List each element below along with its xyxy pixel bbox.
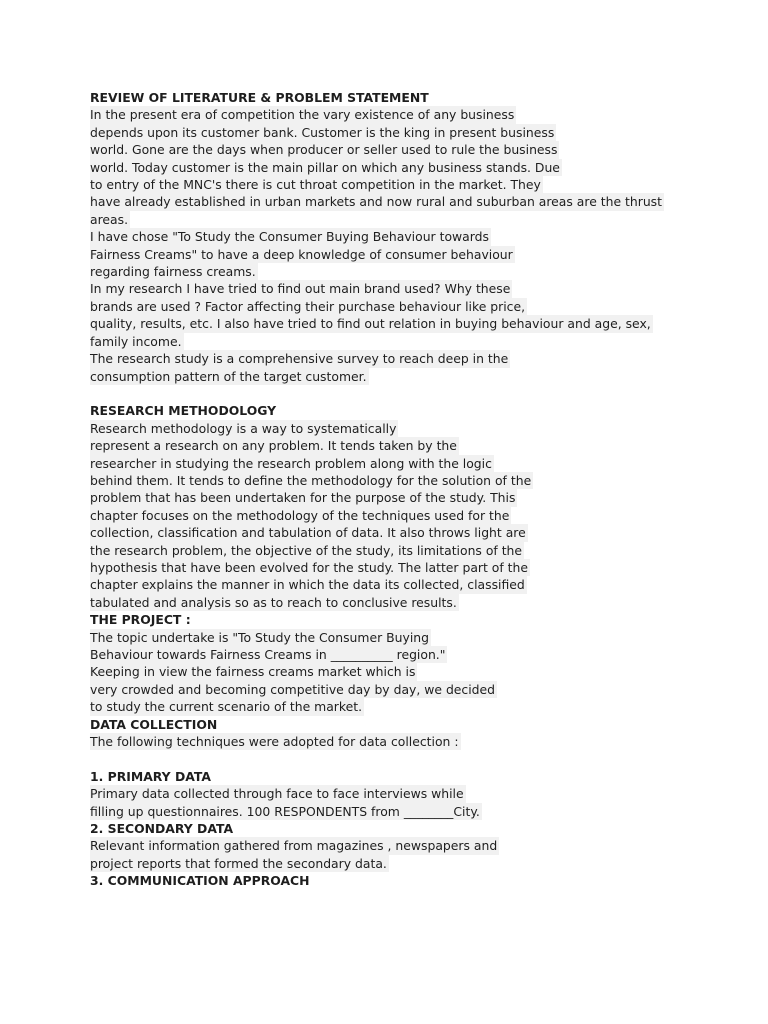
text-line: The following techniques were adopted for data collection : (90, 734, 459, 750)
text-line: very crowded and becoming competitive day by day, we decided (90, 681, 496, 697)
text-line: In my research I have tried to find out main brand used? Why these (90, 281, 511, 297)
text-line: Primary data collected through face to face interviews while (90, 786, 464, 802)
text-line: chapter explains the manner in which the data its collected, classified (90, 577, 525, 593)
text-line: collection, classification and tabulation of data. It also throws light are (90, 525, 526, 541)
text-line: project reports that formed the secondary data. (90, 855, 387, 871)
text-line: world. Today customer is the main pillar on which any business stands. Due (90, 159, 560, 175)
text-line: filling up questionnaires. 100 RESPONDENTS from ________City. (90, 803, 480, 819)
blank-line (90, 750, 690, 767)
text-line: Fairness Creams" to have a deep knowledge of consumer behaviour (90, 246, 513, 262)
text-line: depends upon its customer bank. Customer is the king in present business (90, 124, 555, 140)
text-line: The research study is a comprehensive survey to reach deep in the (90, 351, 509, 367)
text-line: family income. (90, 333, 182, 349)
text-line: have already established in urban markets and now rural and suburban areas are the thrust (90, 194, 663, 210)
text-line: the research problem, the objective of the study, its limitations of the (90, 542, 523, 558)
text-line: quality, results, etc. I also have tried to find out relation in buying behaviour and age, sex, (90, 316, 651, 332)
text-line: consumption pattern of the target customer. (90, 368, 367, 384)
heading-secondary-data: 2. SECONDARY DATA (90, 821, 234, 837)
text-line: I have chose "To Study the Consumer Buying Behaviour towards (90, 229, 489, 245)
text-line: behind them. It tends to define the methodology for the solution of the (90, 472, 532, 488)
heading-communication-approach: 3. COMMUNICATION APPROACH (90, 873, 310, 889)
heading-data-collection: DATA COLLECTION (90, 716, 218, 732)
text-line: Behaviour towards Fairness Creams in __________ region." (90, 646, 446, 662)
blank-line (90, 385, 690, 402)
document-page (90, 89, 690, 890)
text-line: brands are used ? Factor affecting their purchase behaviour like price, (90, 298, 526, 314)
text-line: researcher in studying the research problem along with the logic (90, 455, 492, 471)
heading-review-of-literature: REVIEW OF LITERATURE & PROBLEM STATEMENT (90, 90, 429, 105)
text-line: hypothesis that have been evolved for the study. The latter part of the (90, 559, 529, 575)
text-line: represent a research on any problem. It tends taken by the (90, 438, 457, 454)
text-line: Research methodology is a way to systematically (90, 420, 397, 436)
text-line: areas. (90, 211, 129, 227)
heading-research-methodology: RESEARCH METHODOLOGY (90, 403, 277, 419)
text-line: tabulated and analysis so as to reach to conclusive results. (90, 594, 457, 610)
text-line: world. Gone are the days when producer or seller used to rule the business (90, 142, 558, 158)
text-line: to entry of the MNC's there is cut throat competition in the market. They (90, 177, 541, 193)
heading-the-project: THE PROJECT : (90, 612, 191, 628)
text-line: problem that has been undertaken for the purpose of the study. This (90, 490, 516, 506)
text-line: to study the current scenario of the market. (90, 699, 363, 715)
text-line: Relevant information gathered from magazines , newspapers and (90, 838, 498, 854)
text-line: The topic undertake is "To Study the Consumer Buying (90, 629, 429, 645)
text-line: chapter focuses on the methodology of the techniques used for the (90, 507, 510, 523)
text-line: In the present era of competition the vary existence of any business (90, 107, 515, 123)
text-line: regarding fairness creams. (90, 264, 256, 280)
heading-primary-data: 1. PRIMARY DATA (90, 768, 211, 784)
text-line: Keeping in view the fairness creams market which is (90, 664, 416, 680)
